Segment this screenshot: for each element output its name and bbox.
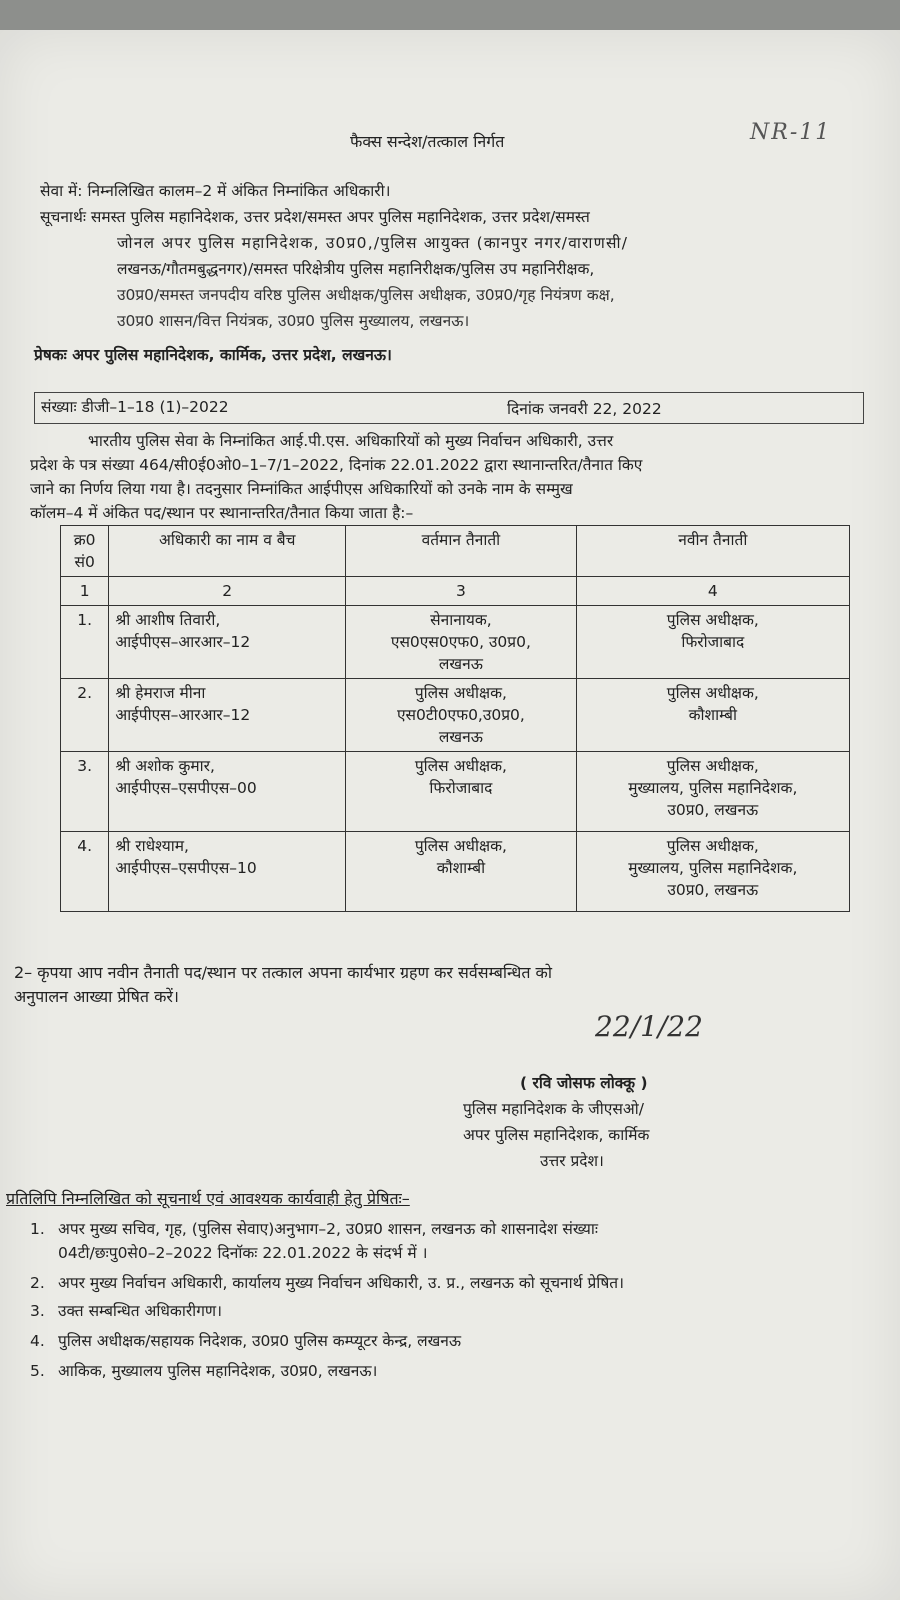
copy-item-number: 5. <box>30 1362 45 1380</box>
signatory-name: ( रवि जोसफ लोक्कू ) <box>520 1074 648 1092</box>
info-line-5: उ0प्र0 शासन/वित्त नियंत्रक, उ0प्र0 पुलिस मुख्यालय, लखनऊ। <box>117 312 470 330</box>
new-line: उ0प्र0, लखनऊ <box>667 801 759 819</box>
table-row <box>61 752 850 832</box>
serial-cell: 1. <box>61 606 109 679</box>
copy-item-text: उक्त सम्बन्धित अधिकारीगण। <box>58 1302 223 1320</box>
col-number: 4 <box>576 577 849 606</box>
name-cell <box>109 679 346 752</box>
copy-item-text: आकिक, मुख्यालय पुलिस महानिदेशक, उ0प्र0, लखनऊ। <box>58 1362 378 1380</box>
copy-item-number: 1. <box>30 1220 45 1238</box>
officer-batch: आईपीएस–एसपीएस–10 <box>115 859 257 877</box>
new-posting-cell <box>576 606 849 679</box>
body-line-3: जाने का निर्णय लिया गया है। तदनुसार निम्नांकित आईपीएस अधिकारियों को उनके नाम के सम्मुख <box>30 480 573 498</box>
new-posting-cell <box>576 679 849 752</box>
signatory-designation-3: उत्तर प्रदेश। <box>540 1152 604 1170</box>
current-line: लखनऊ <box>438 728 483 746</box>
body-line-4: कॉलम–4 में अंकित पद/स्थान पर स्थानान्तरित/तैनात किया जाता है:– <box>30 504 414 522</box>
new-line: उ0प्र0, लखनऊ <box>667 881 759 899</box>
officer-batch: आईपीएस–एसपीएस–00 <box>115 779 257 797</box>
copy-item-text: 04टी/छःपु0से0–2–2022 दिनॉकः 22.01.2022 के संदर्भ में । <box>58 1244 428 1262</box>
table-row <box>61 606 850 679</box>
copy-item-text: अपर मुख्य सचिव, गृह, (पुलिस सेवाए)अनुभाग–2, उ0प्र0 शासन, लखनऊ को शासनादेश संख्याः <box>58 1220 599 1238</box>
col-header-current: वर्तमान तैनाती <box>346 526 576 577</box>
serial-cell: 2. <box>61 679 109 752</box>
current-line: एस0एस0एफ0, उ0प्र0, <box>390 633 531 651</box>
new-line: मुख्यालय, पुलिस महानिदेशक, <box>628 779 798 797</box>
info-line-3: लखनऊ/गौतमबुद्धनगर)/समस्त परिक्षेत्रीय पुलिस महानिरीक्षक/पुलिस उप महानिरीक्षक, <box>117 260 595 278</box>
new-line: पुलिस अधीक्षक, <box>666 611 759 629</box>
instruction-line-2: अनुपालन आख्या प्रेषित करें। <box>14 987 179 1006</box>
officer-name: श्री राधेश्याम, <box>115 837 189 855</box>
col-header-name: अधिकारी का नाम व बैच <box>109 526 346 577</box>
sender-line: प्रेषकः अपर पुलिस महानिदेशक, कार्मिक, उत्तर प्रदेश, लखनऊ। <box>34 346 392 364</box>
reference-date: दिनांक जनवरी 22, 2022 <box>507 400 662 418</box>
current-line: कौशाम्बी <box>436 859 486 877</box>
handwritten-reference-mark: NR-11 <box>750 120 832 145</box>
body-line-2: प्रदेश के पत्र संख्या 464/सी0ई0ओ0–1–7/1–2022, दिनांक 22.01.2022 द्वारा स्थानान्तरित/तैनात किए <box>30 456 643 474</box>
reference-number: संख्याः डीजी–1–18 (1)–2022 <box>41 398 229 416</box>
col-number: 2 <box>109 577 346 606</box>
new-line: फिरोजाबाद <box>681 633 745 651</box>
officer-batch: आईपीएस–आरआर–12 <box>115 706 251 724</box>
table-row <box>61 832 850 912</box>
col-number: 3 <box>346 577 576 606</box>
copy-item-number: 2. <box>30 1274 45 1292</box>
current-posting-cell <box>346 832 576 912</box>
col-header-new: नवीन तैनाती <box>576 526 849 577</box>
signatory-designation-2: अपर पुलिस महानिदेशक, कार्मिक <box>463 1126 650 1144</box>
name-cell <box>109 832 346 912</box>
copy-item-text: पुलिस अधीक्षक/सहायक निदेशक, उ0प्र0 पुलिस कम्प्यूटर केन्द्र, लखनऊ <box>58 1332 462 1350</box>
handwritten-signature: 22/1/22 <box>595 1010 703 1043</box>
col-number: 1 <box>61 577 109 606</box>
serial-cell: 4. <box>61 832 109 912</box>
transfer-table <box>60 525 850 912</box>
new-posting-cell <box>576 752 849 832</box>
info-line-1: सूचनार्थः समस्त पुलिस महानिदेशक, उत्तर प्रदेश/समस्त अपर पुलिस महानिदेशक, उत्तर प्रदेश/समस्त <box>40 208 590 226</box>
current-posting-cell <box>346 606 576 679</box>
new-line: पुलिस अधीक्षक, <box>666 684 759 702</box>
officer-name: श्री हेमराज मीना <box>115 684 206 702</box>
col-header-serial: क्र0 सं0 <box>61 526 109 577</box>
name-cell <box>109 752 346 832</box>
current-line: पुलिस अधीक्षक, <box>414 837 507 855</box>
officer-batch: आईपीएस–आरआर–12 <box>115 633 251 651</box>
reference-box <box>34 392 864 424</box>
copy-heading: प्रतिलिपि निम्नलिखित को सूचनार्थ एवं आवश्यक कार्यवाही हेतु प्रेषितः– <box>6 1189 410 1208</box>
officer-name: श्री अशोक कुमार, <box>115 757 215 775</box>
current-line: पुलिस अधीक्षक, <box>414 757 507 775</box>
name-cell <box>109 606 346 679</box>
table-row <box>61 679 850 752</box>
new-line: पुलिस अधीक्षक, <box>666 757 759 775</box>
new-line: मुख्यालय, पुलिस महानिदेशक, <box>628 859 798 877</box>
body-line-1: भारतीय पुलिस सेवा के निम्नांकित आई.पी.एस. अधिकारियों को मुख्य निर्वाचन अधिकारी, उत्तर <box>88 432 614 450</box>
copy-item-text: अपर मुख्य निर्वाचन अधिकारी, कार्यालय मुख्य निर्वाचन अधिकारी, उ. प्र., लखनऊ को सूचनार्थ प्रेषित। <box>58 1274 624 1292</box>
current-line: सेनानायक, <box>430 611 492 629</box>
current-line: लखनऊ <box>438 655 483 673</box>
instruction-line-1: 2– कृपया आप नवीन तैनाती पद/स्थान पर तत्काल अपना कार्यभार ग्रहण कर सर्वसम्बन्धित को <box>14 963 552 982</box>
new-line: पुलिस अधीक्षक, <box>666 837 759 855</box>
copy-item-number: 3. <box>30 1302 45 1320</box>
current-posting-cell <box>346 752 576 832</box>
addressee-line: सेवा में: निम्नलिखित कालम–2 में अंकित निम्नांकित अधिकारी। <box>40 182 391 200</box>
copy-item-number: 4. <box>30 1332 45 1350</box>
new-posting-cell <box>576 832 849 912</box>
serial-cell: 3. <box>61 752 109 832</box>
signatory-designation-1: पुलिस महानिदेशक के जीएसओ/ <box>463 1100 644 1118</box>
info-line-4: उ0प्र0/समस्त जनपदीय वरिष्ठ पुलिस अधीक्षक/पुलिस अधीक्षक, उ0प्र0/गृह नियंत्रण कक्ष, <box>117 286 615 304</box>
current-line: पुलिस अधीक्षक, <box>414 684 507 702</box>
current-line: फिरोजाबाद <box>429 779 493 797</box>
fax-title: फैक्स सन्देश/तत्काल निर्गत <box>350 132 505 151</box>
new-line: कौशाम्बी <box>688 706 737 724</box>
table-column-number-row <box>61 577 850 606</box>
table-header-row <box>61 526 850 577</box>
info-line-2: जोनल अपर पुलिस महानिदेशक, उ0प्र0,/पुलिस आयुक्त (कानपुर नगर/वाराणसी/ <box>117 234 629 252</box>
officer-name: श्री आशीष तिवारी, <box>115 611 221 629</box>
current-posting-cell <box>346 679 576 752</box>
current-line: एस0टी0एफ0,उ0प्र0, <box>396 706 525 724</box>
